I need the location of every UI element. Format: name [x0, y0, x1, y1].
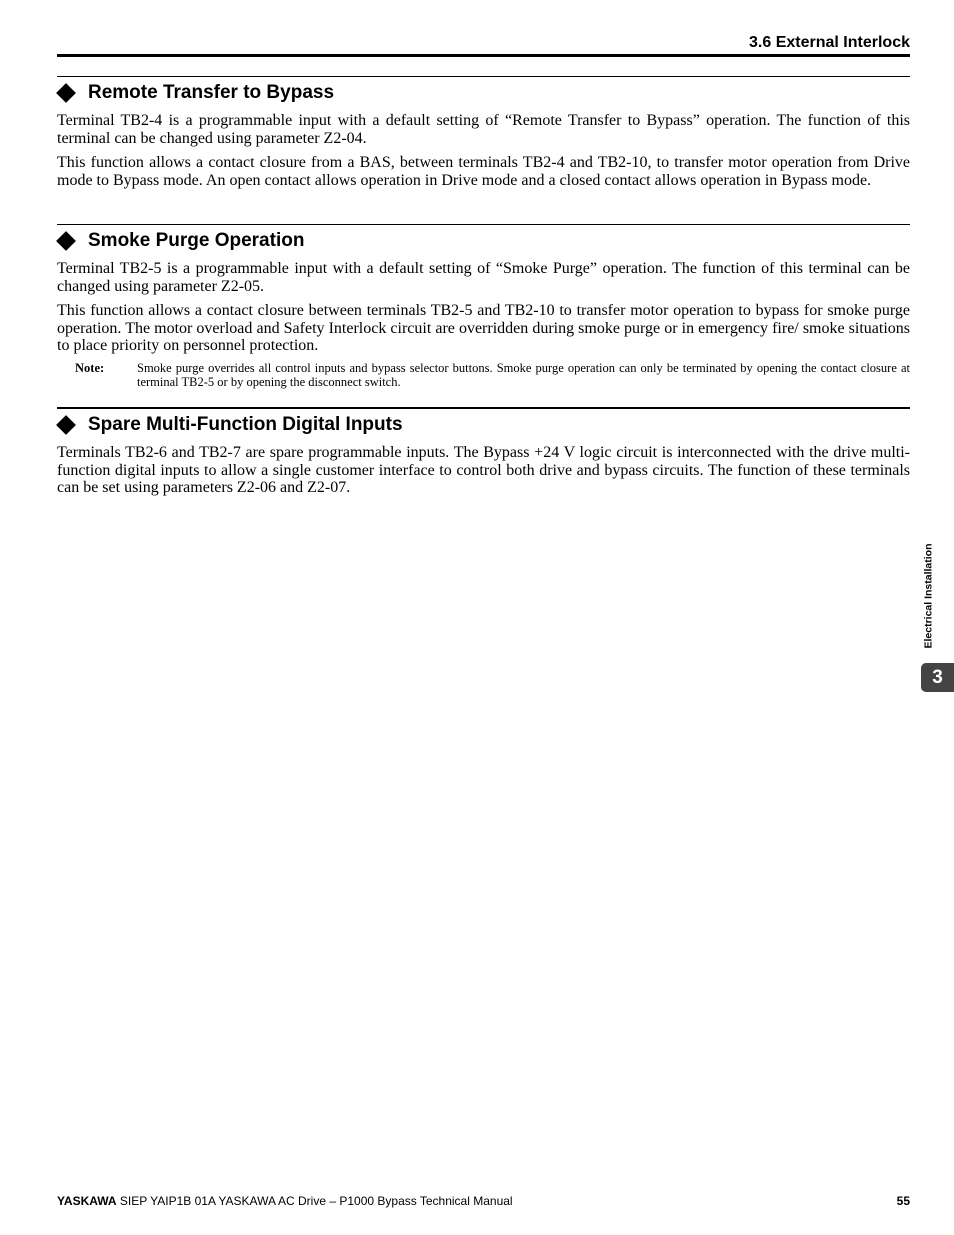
section-smoke-purge	[57, 224, 910, 389]
note-text: Smoke purge overrides all control inputs and bypass selector buttons. Smoke purge operation can only be terminated by opening the contact closure at terminal TB2-5 or by opening the disconnect switch.	[137, 360, 910, 389]
section-title: Remote Transfer to Bypass	[88, 82, 335, 103]
paragraph: Terminals TB2-6 and TB2-7 are spare programmable inputs. The Bypass +24 V logic circuit is interconnected with the drive multi-function digital inputs to allow a single customer interface to control both drive and bypass circuits. The function of these terminals can be set using parameters Z2-06 and Z2-07.	[57, 444, 910, 496]
diamond-bullet-icon	[56, 231, 76, 251]
note-block	[57, 361, 910, 389]
paragraph: Terminal TB2-5 is a programmable input with a default setting of “Smoke Purge” operation. The function of this terminal can be changed using parameter Z2-05.	[57, 260, 910, 295]
paragraph: This function allows a contact closure from a BAS, between terminals TB2-4 and TB2-10, to transfer motor operation from Drive mode to Bypass mode. An open contact allows operation in Drive mode and a closed contact allows operation in Bypass mode.	[57, 154, 910, 189]
running-header-title: 3.6 External Interlock	[749, 34, 910, 51]
page-number: 55	[896, 1194, 910, 1208]
section-remote-transfer	[57, 76, 910, 189]
paragraph: Terminal TB2-4 is a programmable input with a default setting of “Remote Transfer to Bypass” operation. The function of this terminal can be changed using parameter Z2-04.	[57, 112, 910, 147]
diamond-bullet-icon	[56, 415, 76, 435]
footer-manual-title: SIEP YAIP1B 01A YASKAWA AC Drive – P1000 Bypass Technical Manual	[116, 1194, 513, 1208]
section-title: Spare Multi-Function Digital Inputs	[88, 414, 403, 435]
section-title: Smoke Purge Operation	[88, 230, 305, 251]
section-spare-inputs	[57, 407, 910, 497]
section-heading	[57, 229, 910, 253]
diamond-bullet-icon	[56, 83, 76, 103]
section-heading	[57, 81, 910, 105]
chapter-side-label-text: Electrical Installation	[923, 543, 936, 649]
chapter-number-tab: 3	[921, 663, 954, 692]
section-divider	[57, 76, 910, 77]
section-divider	[57, 224, 910, 225]
chapter-side-label	[920, 540, 938, 652]
note-label: Note:	[75, 360, 105, 375]
section-heading	[57, 413, 910, 437]
paragraph: This function allows a contact closure between terminals TB2-5 and TB2-10 to transfer motor operation to bypass for smoke purge operation. The motor overload and Safety Interlock circuit are overridden during smoke purge or in emergency fire/ smoke situations to place priority on personnel protection.	[57, 302, 910, 354]
footer-text	[57, 1194, 513, 1208]
footer-brand: YASKAWA	[57, 1194, 117, 1208]
section-divider	[57, 407, 910, 409]
header-rule	[57, 54, 910, 57]
